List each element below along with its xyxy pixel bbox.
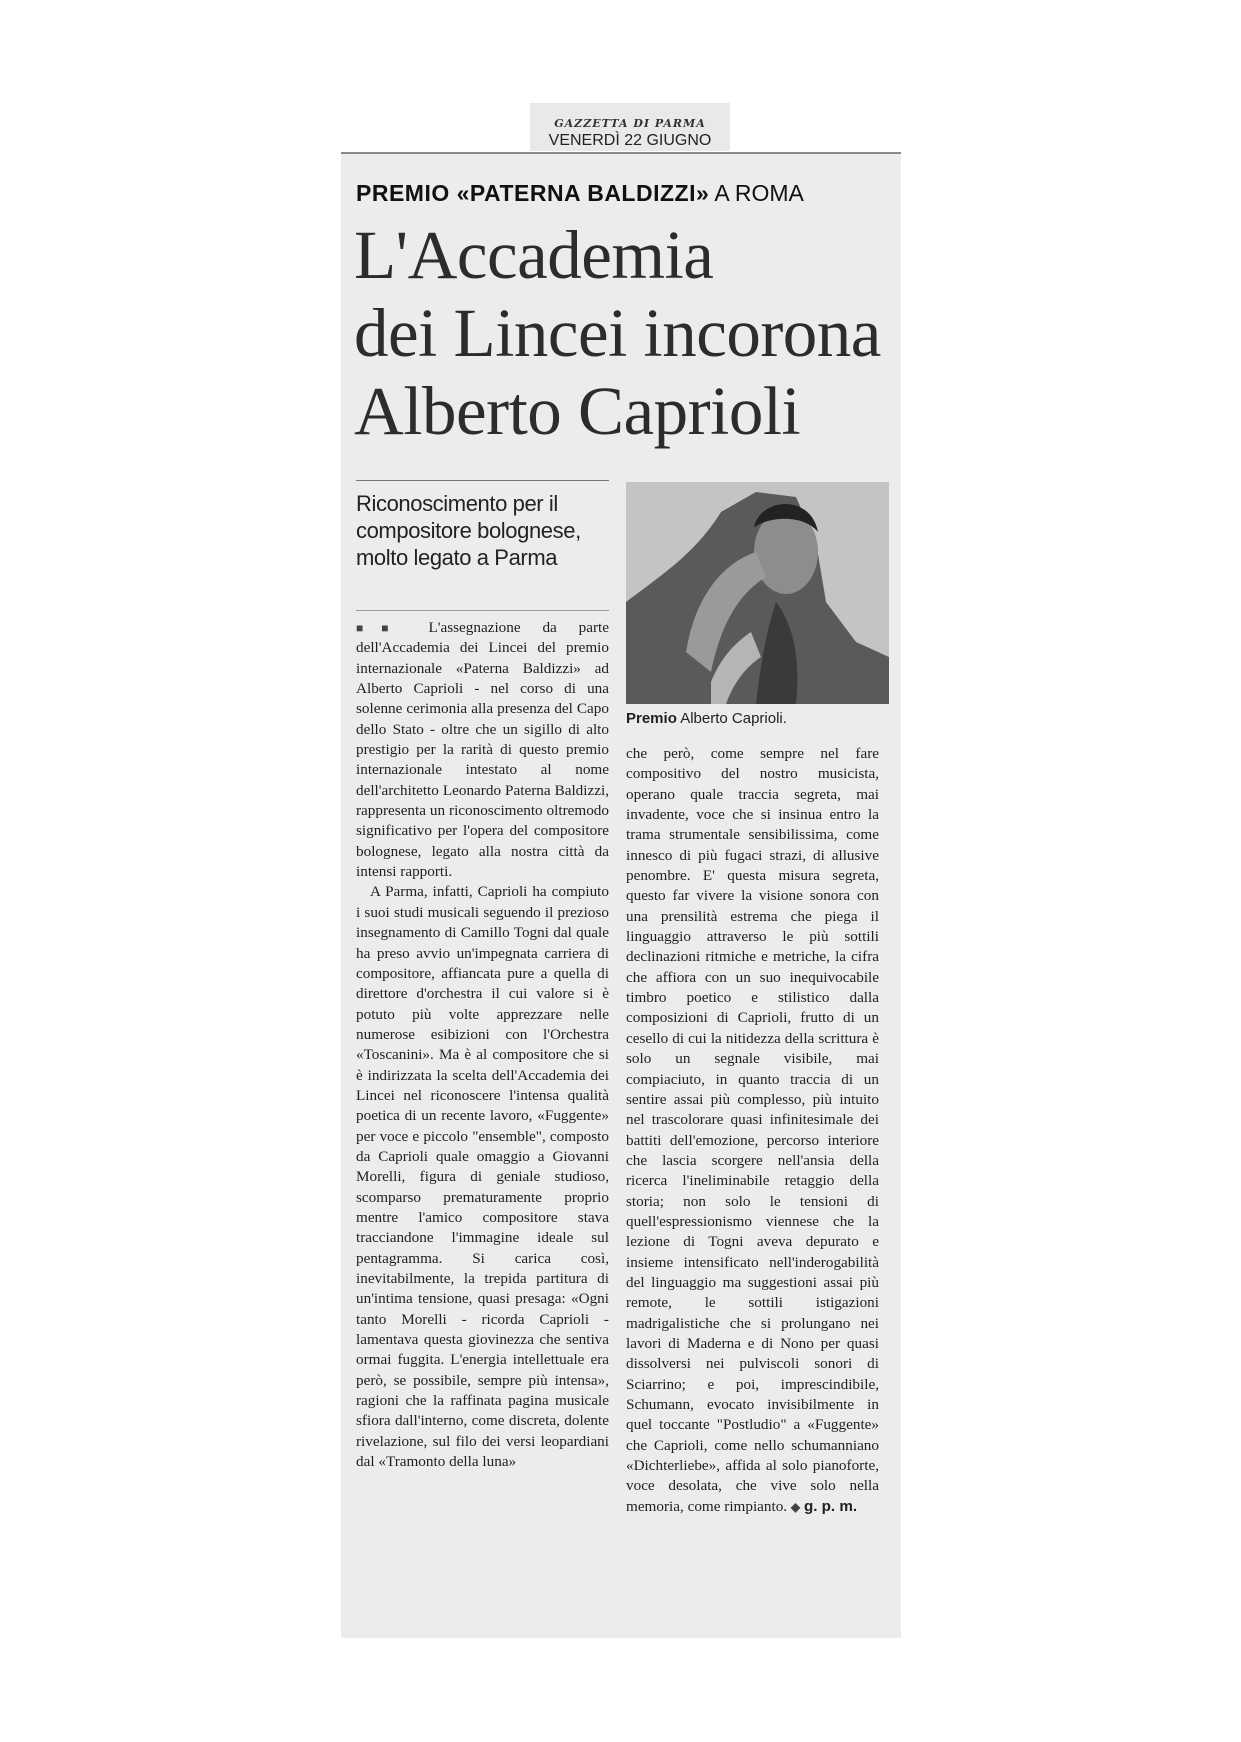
paragraph-text: L'assegnazione da parte dell'Accademia dei Lincei del premio internazionale «Paterna Baldizzi» ad Alberto Caprioli - nel corso di una solenne cerimonia alla presenza del Capo dello Stato - oltre che un sigillo di alto prestigio per la rarità di questo premio internazionale intestato al nome dell'architetto Leonardo Paterna Baldizzi, rappresenta un riconoscimento oltremodo significativo per l'opera del compositore bolognese, legato alla nostra città da intensi rapporti.	[356, 619, 609, 881]
article-subheadline: Riconoscimento per il compositore bolognese, molto legato a Parma	[356, 491, 581, 570]
kicker-location: A ROMA	[714, 180, 804, 206]
portrait-illustration	[626, 482, 889, 704]
headline-line: dei Lincei incorona	[354, 295, 881, 371]
article-clipping	[341, 152, 901, 1638]
article-headline	[354, 216, 894, 450]
top-divider	[341, 152, 901, 154]
publication-date: VENERDÌ 22 GIUGNO	[548, 132, 712, 149]
subheadline-rule-bottom	[356, 610, 609, 611]
paragraph: A Parma, infatti, Caprioli ha compiuto i suoi studi musicali seguendo il prezioso insegnamento di Camillo Togni dal quale ha preso avvio un'impegnata carriera di compositore, affiancata pure a quella di direttore d'orchestra il cui valore si è potuto più volte apprezzare nelle numerose esibizioni con l'Orchestra «Toscanini». Ma è al compositore che si è indirizzata la scelta dell'Accademia dei Lincei nel riconoscere l'intensa qualità poetica di un recente lavoro, «Fuggente» per voce e piccolo "ensemble", composto da Caprioli quale omaggio a Giovanni Morelli, figura di geniale studioso, scomparso prematuramente proprio mentre l'amico compositore stava tracciandone l'immagine ideale sul pentagramma. Si carica così, inevitabilmente, la trepida partitura di un'intima tensione, quasi presaga: «Ogni tanto Morelli - ricorda Caprioli - lamentava questa giovinezza che sentiva ormai fuggita. L'energia intellettuale era però, se possibile, sempre più intensa», ragioni che la raffinata pagina musicale sfiora dall'interno, come discreta, dolente rivelazione, sul filo dei versi leopardiani dal «Tramonto della luna»	[356, 883, 609, 1471]
caption-text: Alberto Caprioli.	[680, 710, 787, 727]
newspaper-name: GAZZETTA DI PARMA	[554, 117, 706, 130]
portrait-photo	[626, 482, 889, 704]
subheadline-rule	[356, 480, 609, 481]
paragraph	[356, 618, 609, 882]
end-mark-icon: ◆	[790, 1499, 801, 1514]
photo-caption	[626, 710, 787, 727]
paragraph-text: che però, come sempre nel fare compositivo del nostro musicista, operano quale traccia segreta, mai invadente, voce che si insinua entro la trama strumentale sensibilissima, come innesco di più fugaci strazi, di allusive penombre. E' questa misura segreta, questo far vivere la visione sonora con una prensilità estrema che piega il linguaggio attraverso le più sottili declinazioni ritmiche e metriche, la cifra che affiora con un suo inequivocabile timbro poetico e stilistico dalla composizioni di Caprioli, frutto di un cesello di cui la nitidezza della scrittura è solo un segnale visibile, mai compiaciuto, in quanto traccia di un sentire assai più complesso, più intuito nel trascolorare quasi infinitesimale dei battiti dell'emozione, percorso interiore che lascia scorgere nell'ansia della ricerca l'ineliminabile retaggio della storia; non solo le tensioni di quell'espressionismo viennese che la lezione di Togni aveva depurato e insieme intensificato nell'inderogabilità del linguaggio ma suggestioni assai più remote, le sottili istigazioni madrigalistiche che si prolungano nei lavori di Maderna e di Nono per quasi dissolversi nei pulviscoli sonori di Sciarrino; e poi, imprescindibile, Schumann, evocato invisibilmente in quel toccante "Postludio" a «Fuggente» che Caprioli, come nello schumanniano «Dichterliebe», affida al solo pianoforte, voce desolata, che vive solo nella memoria, come rimpianto.	[626, 745, 879, 1515]
headline-line: Alberto Caprioli	[354, 373, 801, 449]
headline-line: L'Accademia	[354, 217, 714, 293]
article-column-1	[356, 618, 609, 1472]
masthead	[530, 103, 730, 151]
caption-label: Premio	[626, 710, 677, 727]
author-signature: g. p. m.	[803, 1497, 858, 1515]
kicker-premio: PREMIO «PATERNA BALDIZZI»	[356, 180, 710, 206]
paragraph	[626, 744, 879, 1517]
bullet-icon: ■■	[356, 621, 407, 635]
article-column-2	[626, 744, 879, 1517]
article-kicker	[356, 180, 804, 207]
